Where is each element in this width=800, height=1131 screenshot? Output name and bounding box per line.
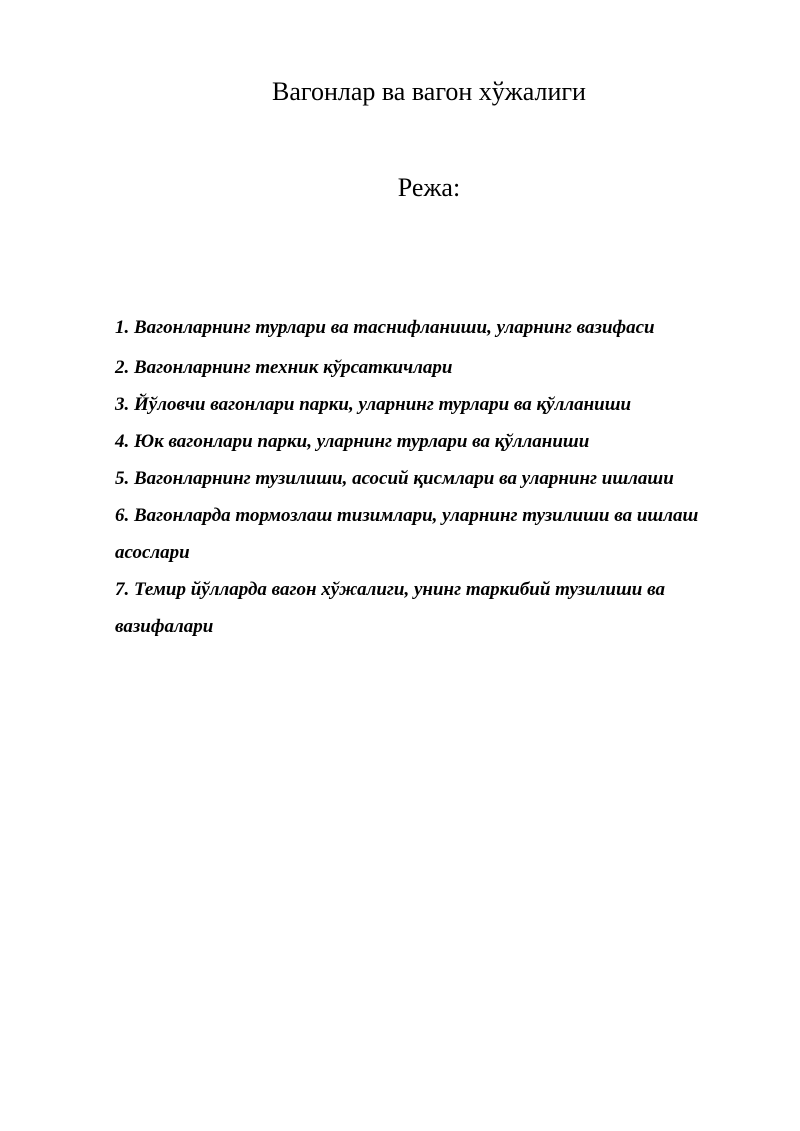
plan-item: 1. Вагонларнинг турлари ва таснифланиши, уларнинг вазифаси	[115, 317, 655, 338]
plan-heading: Режа:	[397, 173, 461, 202]
plan-item: 5. Вагонларнинг тузилиши, асосий қисмлари ва уларнинг ишлаши	[115, 468, 674, 489]
document-title: Вагонлар ва вагон хўжалиги	[272, 77, 586, 106]
plan-item: 2. Вагонларнинг техник кўрсаткичлари	[115, 357, 453, 378]
plan-item: 6. Вагонларда тормозлаш тизимлари, уларнинг тузилиши ва ишлаш асослари	[115, 505, 699, 563]
plan-item: 3. Йўловчи вагонлари парки, уларнинг турлари ва қўлланиши	[115, 394, 632, 415]
plan-list	[115, 309, 735, 645]
plan-item: 7. Темир йўлларда вагон хўжалиги, унинг таркибий тузилиши ва вазифалари	[115, 579, 665, 637]
plan-item: 4. Юк вагонлари парки, уларнинг турлари ва қўлланиши	[115, 431, 590, 452]
